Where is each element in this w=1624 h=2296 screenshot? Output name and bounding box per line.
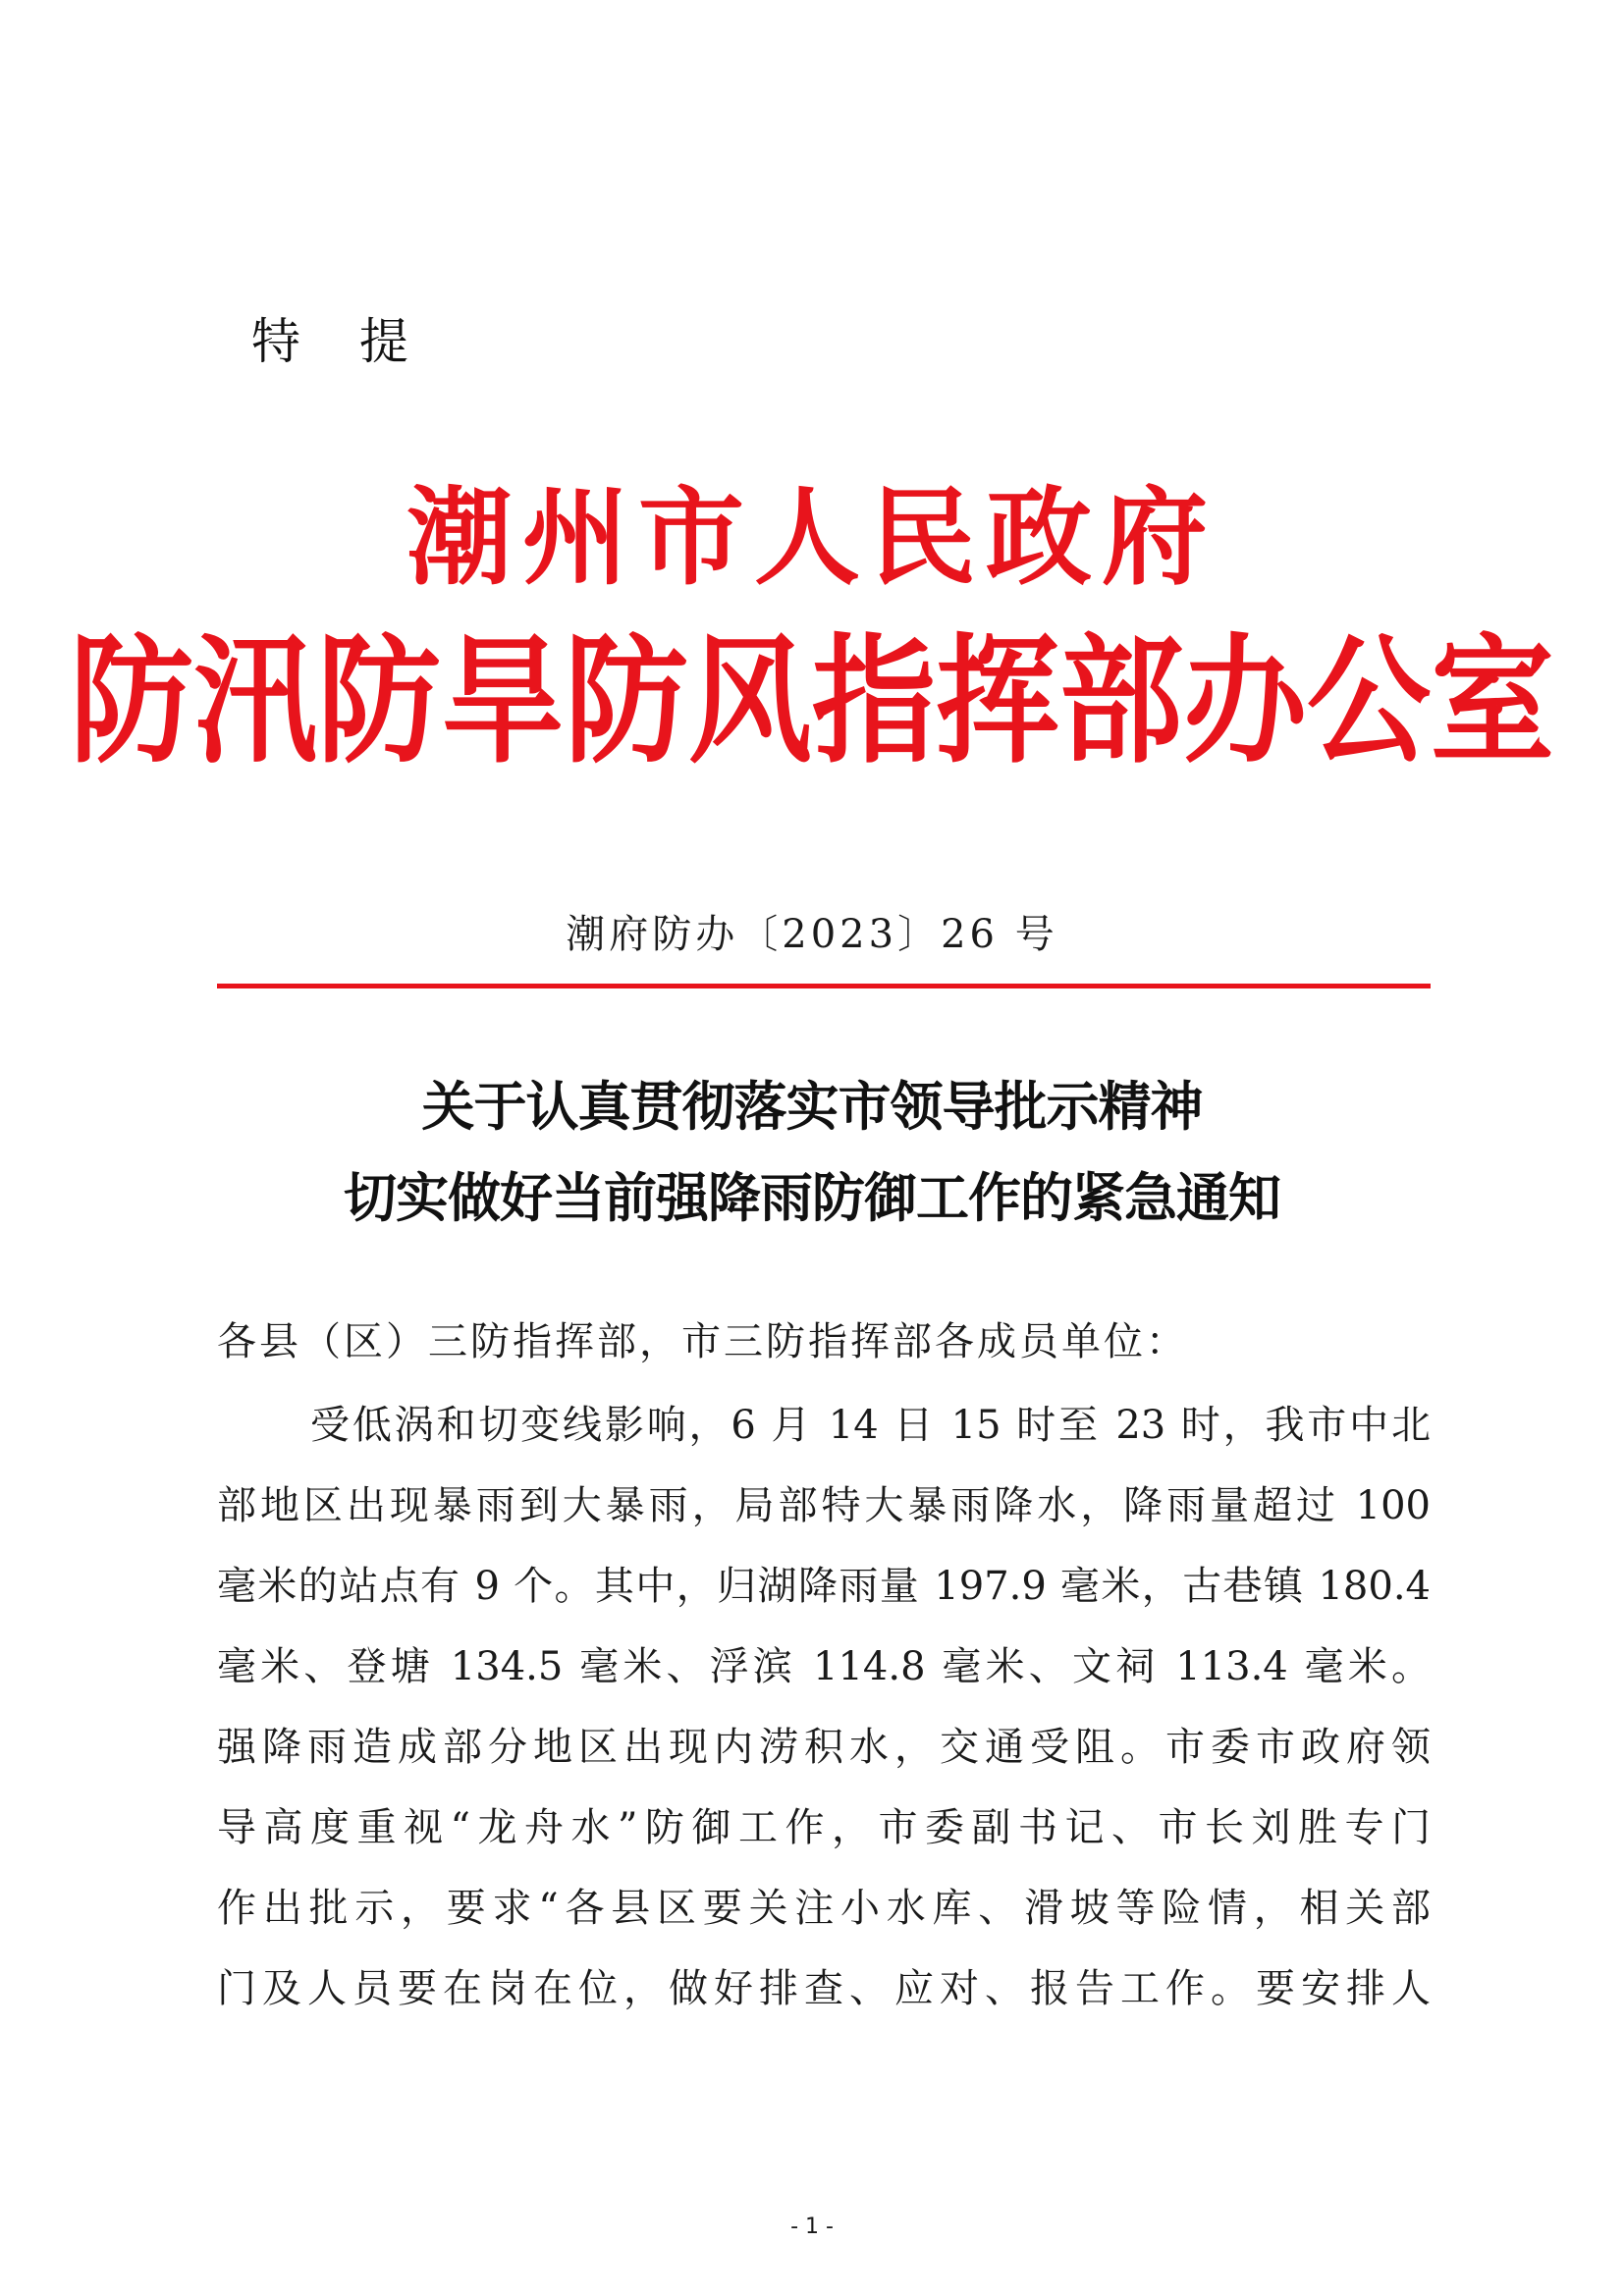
issuer-name: 潮州市人民政府: [406, 476, 1218, 600]
body-line: 导高度重视“龙舟水”防御工作，市委副书记、市长刘胜专门: [217, 1805, 1431, 1850]
body-line: 强降雨造成部分地区出现内涝积水，交通受阻。市委市政府领: [217, 1725, 1431, 1770]
document-number: 潮府防办〔2023〕26 号: [566, 912, 1058, 957]
body-line: 毫米的站点有 9 个。其中，归湖降雨量 197.9 毫米，古巷镇 180.4: [217, 1564, 1431, 1609]
body-line: 部地区出现暴雨到大暴雨，局部特大暴雨降水，降雨量超过 100: [217, 1483, 1431, 1528]
page-number: - 1 -: [790, 2215, 834, 2239]
red-divider: [217, 984, 1431, 988]
body-line: 作出批示，要求“各县区要关注小水库、滑坡等险情，相关部: [217, 1886, 1431, 1931]
issuer-office: 防汛防旱防风指挥部办公室: [70, 619, 1554, 782]
document-title-line-1: 关于认真贯彻落实市领导批示精神: [421, 1076, 1203, 1138]
body-line: 门及人员要在岗在位，做好排查、应对、报告工作。要安排人: [217, 1966, 1431, 2011]
document-title-line-2: 切实做好当前强降雨防御工作的紧急通知: [344, 1167, 1280, 1229]
body-line: 受低涡和切变线影响，6 月 14 日 15 时至 23 时，我市中北: [310, 1403, 1431, 1448]
priority-mark: 特 提: [251, 313, 430, 370]
body-line: 毫米、登塘 134.5 毫米、浮滨 114.8 毫米、文祠 113.4 毫米。: [217, 1644, 1431, 1689]
addressee: 各县（区）三防指挥部，市三防指挥部各成员单位：: [217, 1319, 1188, 1364]
